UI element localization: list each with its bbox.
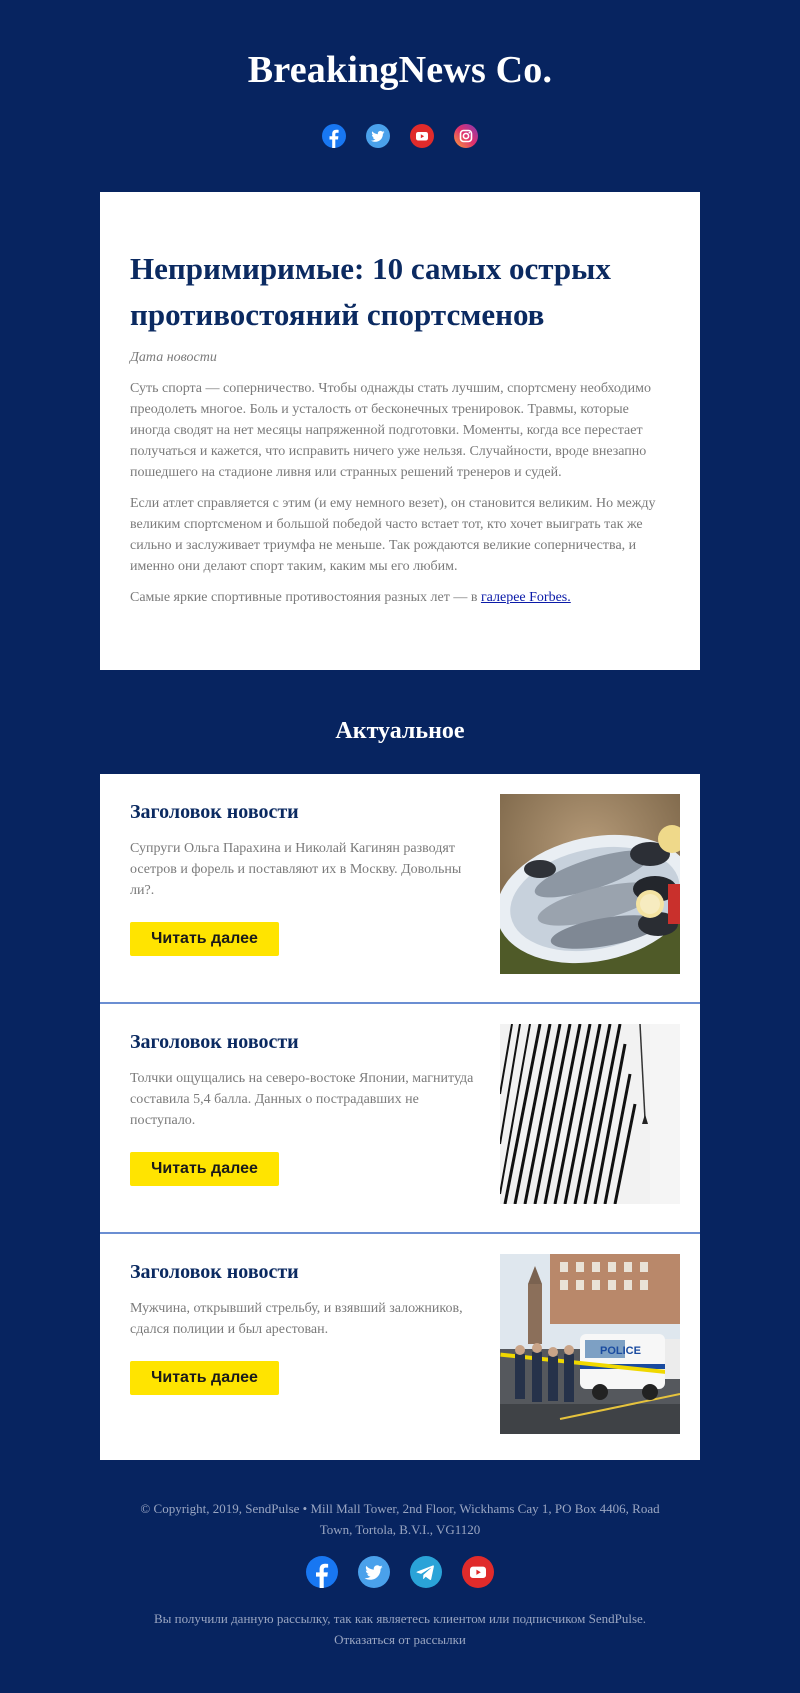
email-footer (0, 1498, 800, 1650)
seismograph-image[interactable] (500, 1024, 680, 1204)
read-more-button[interactable]: Читать далее (130, 1361, 279, 1395)
email-header (0, 0, 800, 148)
footer-social-links (0, 1556, 800, 1588)
youtube-icon[interactable] (462, 1556, 494, 1588)
header-social-links (0, 124, 800, 148)
article-title: Непримиримые: 10 самых острых противостояний спортсменов (130, 251, 611, 332)
article-paragraph: Если атлет справляется с этим (и ему немного везет), он становится великим. Но между великим спортсменом и большой победой часто встает тот, кто хочет выиграть так же сильно и заслуживает триумфа не меньше. Так рождаются великие соперничества, и именно они делают спорт таким, каким мы его любим. (130, 496, 656, 574)
news-item (100, 1234, 700, 1460)
news-summary: Толчки ощущались на северо-востоке Японии, магнитуда составила 5,4 балла. Данных о пострадавших не поступало. (130, 1071, 474, 1128)
news-item (100, 1004, 700, 1234)
forbes-gallery-link[interactable]: галерее Forbes. (480, 590, 571, 605)
news-summary: Супруги Ольга Парахина и Николай Кагинян разводят осетров и форель и поставляют их в Москву. Довольны ли?. (130, 841, 462, 898)
brand-title: BreakingNews Co. (247, 49, 553, 91)
facebook-icon[interactable] (306, 1556, 338, 1588)
article-paragraph: Суть спорта — соперничество. Чтобы однажды стать лучшим, спортсмену необходимо преодолеть многое. Боль и усталость от бесконечных тренировок. Травмы, которые иногда сводят на нет месяцы напряженной подготовки. Моменты, когда все перестает получаться и кажется, что исправить ничего уже нельзя. Случайности, вроде внезапно пошедшего на стадионе ливня или странных решений тренеров и судей. (130, 381, 652, 480)
news-text (130, 1254, 475, 1460)
read-more-button[interactable]: Читать далее (130, 922, 279, 956)
news-summary: Мужчина, открывший стрельбу, и взявший заложников, сдался полиции и был арестован. (130, 1301, 463, 1337)
telegram-icon[interactable] (410, 1556, 442, 1588)
svg-text:POLICE: POLICE (600, 1345, 641, 1357)
copyright-text: © Copyright, 2019, SendPulse • Mill Mall Tower, 2nd Floor, Wickhams Cay 1, PO Box 4406, Road Town, Tortola, B.V.I., VG1120 (140, 1501, 660, 1537)
twitter-icon[interactable] (366, 124, 390, 148)
article-paragraph (130, 587, 670, 608)
twitter-icon[interactable] (358, 1556, 390, 1588)
subscription-note: Вы получили данную рассылку, так как являетесь клиентом или подписчиком SendPulse. (153, 1611, 647, 1626)
facebook-icon[interactable] (322, 124, 346, 148)
fish-plate-image[interactable] (500, 794, 680, 974)
news-title: Заголовок новости (130, 801, 299, 823)
youtube-icon[interactable] (410, 124, 434, 148)
news-text (130, 1024, 475, 1232)
article-paragraph-text: Самые яркие спортивные противостояния разных лет — в (130, 590, 481, 605)
news-text (130, 794, 475, 1002)
police-scene-image[interactable] (500, 1254, 680, 1434)
article-date: Дата новости (130, 350, 217, 365)
read-more-button[interactable]: Читать далее (130, 1152, 279, 1186)
instagram-icon[interactable] (454, 124, 478, 148)
news-title: Заголовок новости (130, 1261, 299, 1283)
news-item (100, 774, 700, 1004)
main-article (100, 192, 700, 670)
news-list (100, 774, 700, 1460)
section-title: Актуальное (335, 718, 465, 744)
news-title: Заголовок новости (130, 1031, 299, 1053)
unsubscribe-link[interactable]: Отказаться от рассылки (334, 1632, 466, 1647)
